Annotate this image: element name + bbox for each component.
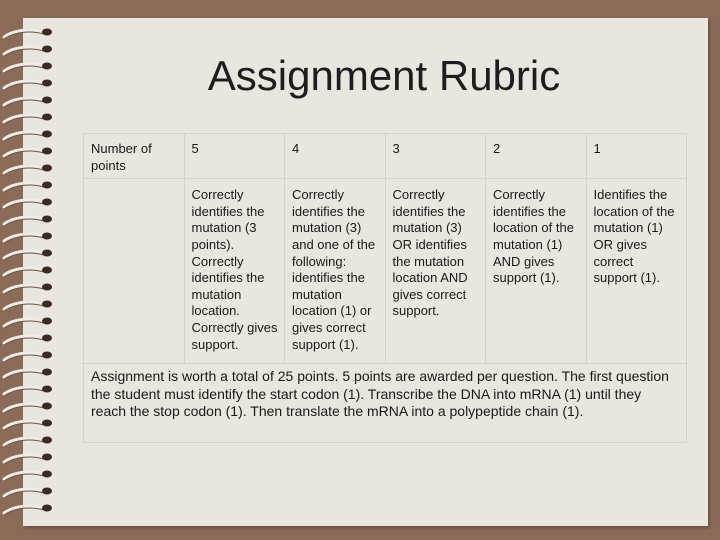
note-cell: Assignment is worth a total of 25 points. 5 points are awarded per question. The first question the student must identify the start codon (1). Transcribe the DNA into mRNA (1) until they reach the stop codon (1). Then translate the mRNA into a polypeptide chain (1). [84,364,687,443]
header-cell-1: 1 [586,134,687,179]
rubric-table [83,133,687,443]
table-header-row [84,134,687,179]
page-title: Assignment Rubric [207,52,561,99]
criteria-cell-1: Identifies the location of the mutation (1) OR gives correct support (1). [586,179,687,364]
criteria-cell-2: Correctly identifies the location of the mutation (1) AND gives support (1). [486,179,587,364]
criteria-cell-4: Correctly identifies the mutation (3) and one of the following: identifies the mutation location (1) or gives correct support (1). [285,179,386,364]
header-cell-4: 4 [285,134,386,179]
header-cell-3: 3 [385,134,486,179]
note-row [84,364,687,443]
header-cell-5: 5 [184,134,285,179]
header-cell-2: 2 [486,134,587,179]
criteria-row [84,179,687,364]
criteria-cell-3: Correctly identifies the mutation (3) OR identifies the mutation location AND gives correct support. [385,179,486,364]
criteria-cell-5: Correctly identifies the mutation (3 points). Correctly identifies the mutation location. Correctly gives support. [184,179,285,364]
criteria-cell-label [84,179,185,364]
header-cell-label: Number of points [84,134,185,179]
